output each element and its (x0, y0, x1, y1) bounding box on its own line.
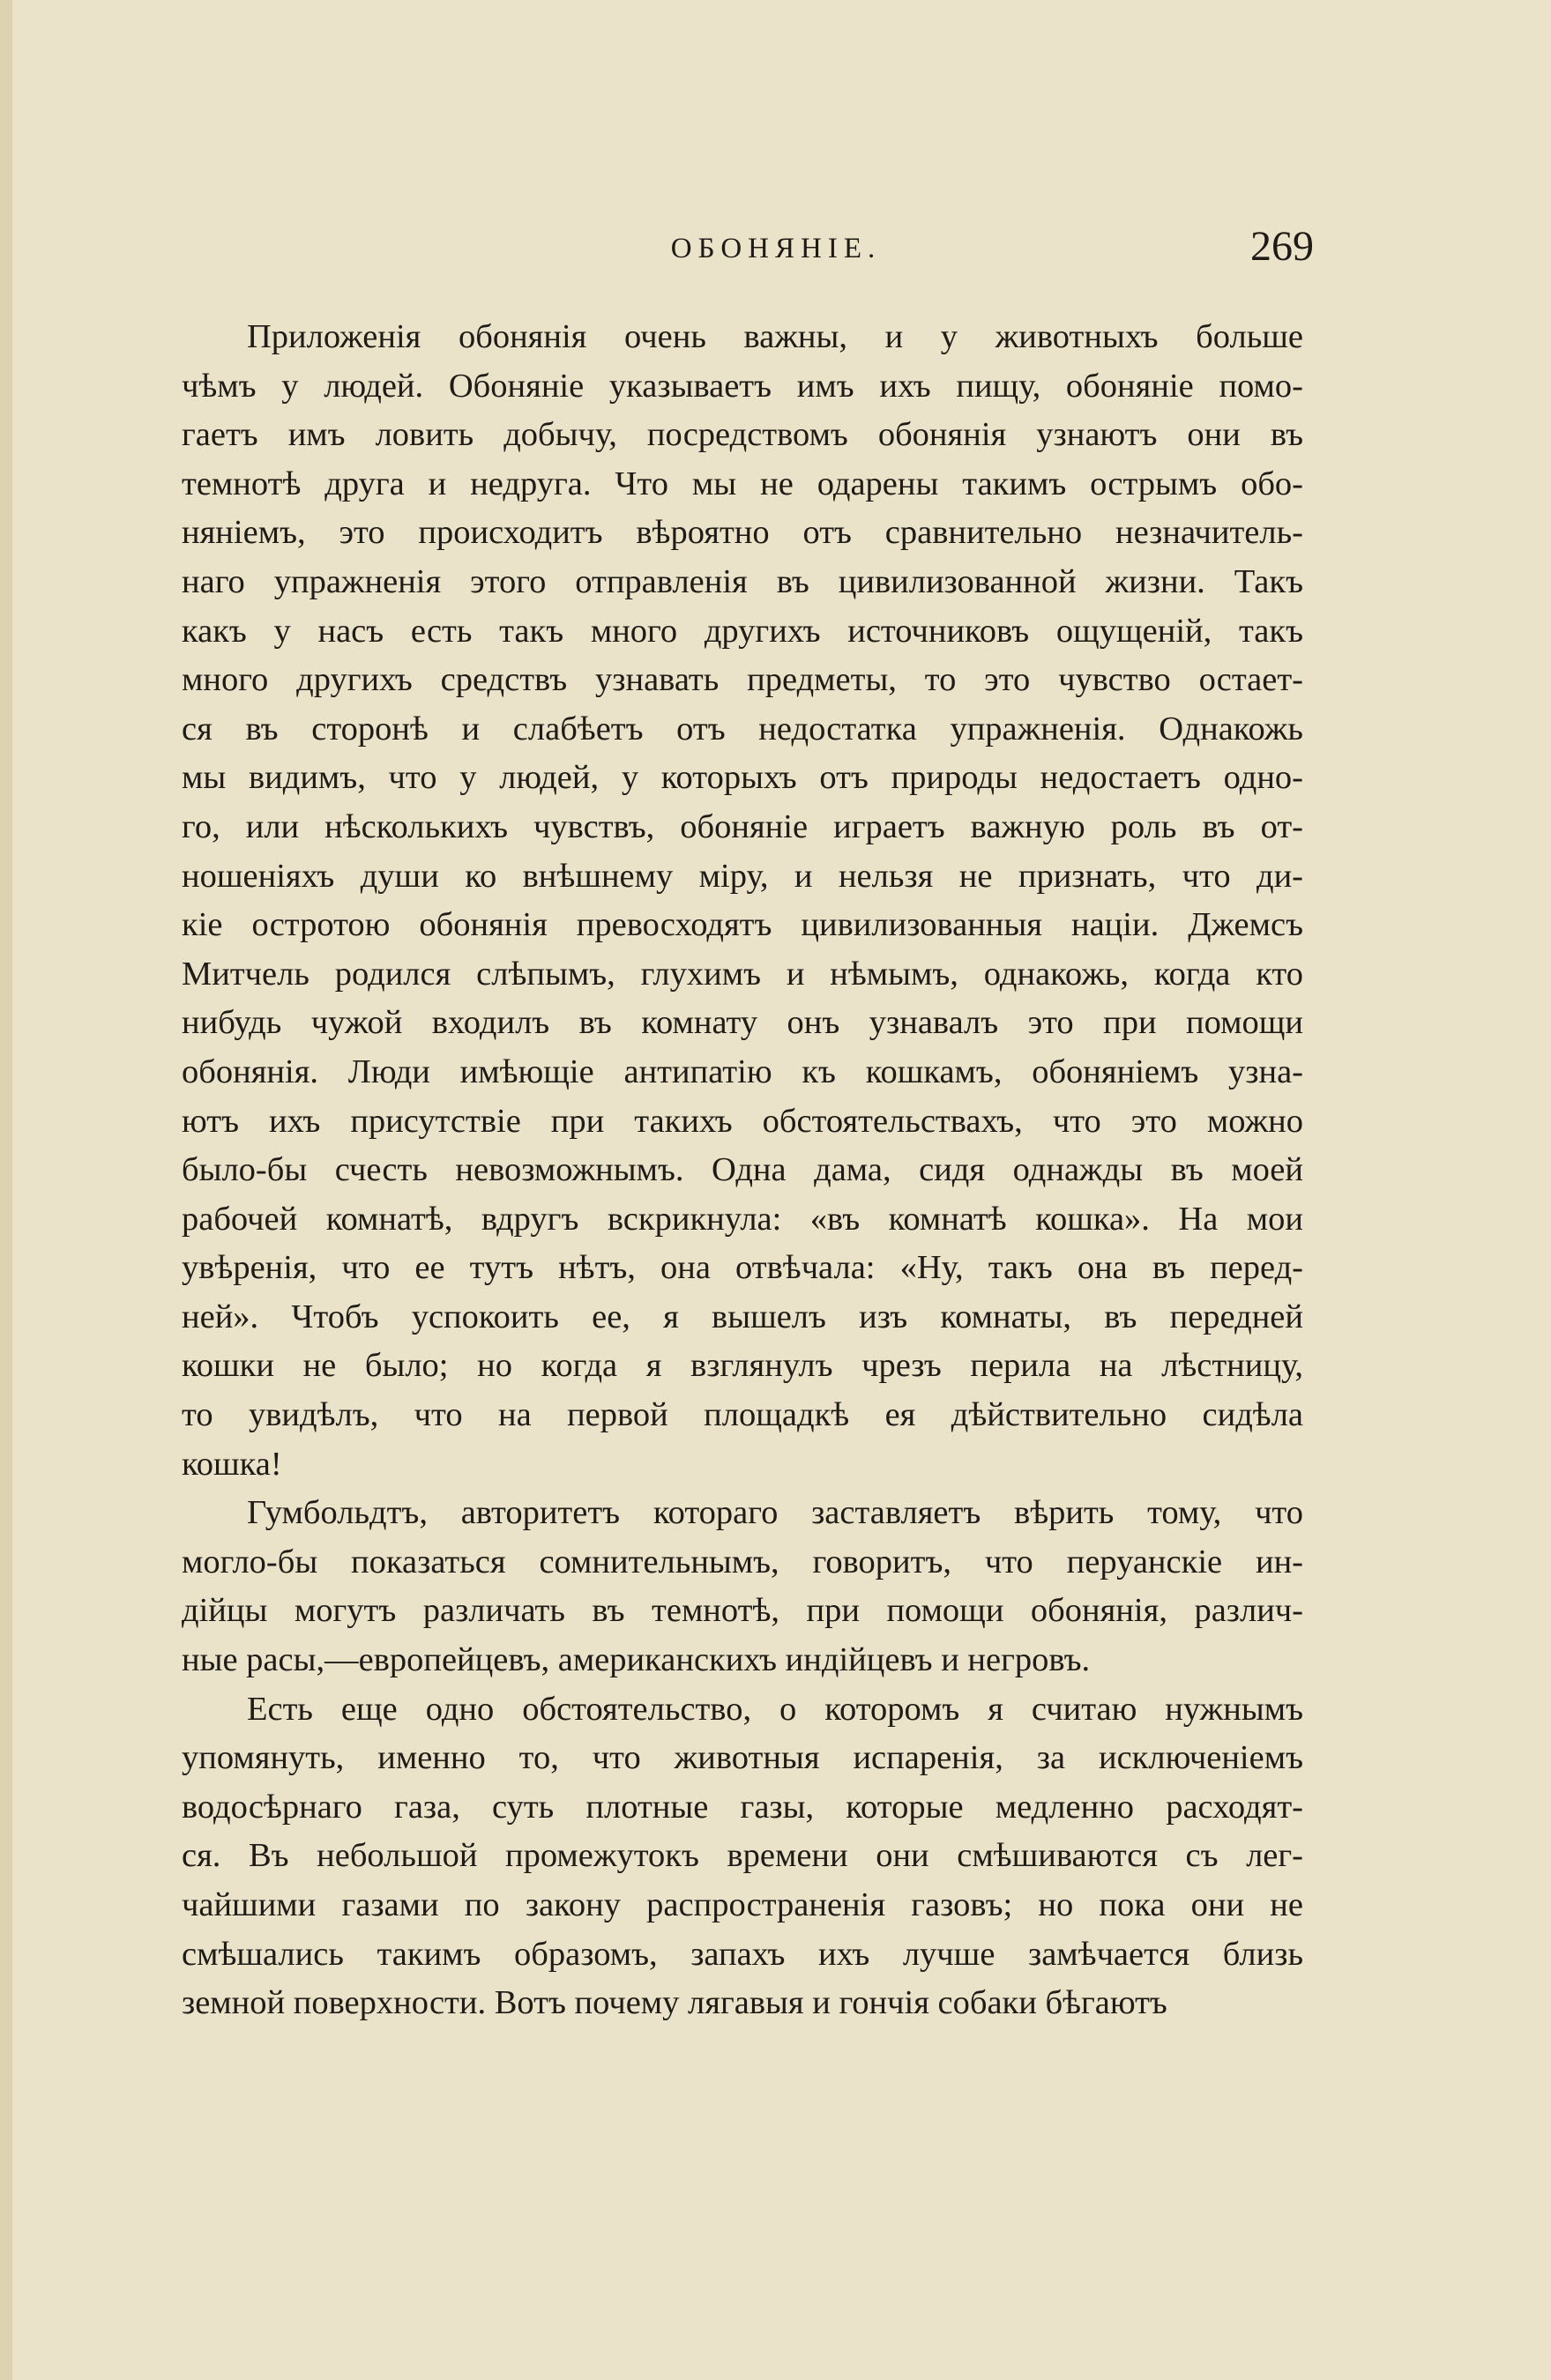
page-edge-shadow (0, 0, 12, 2380)
text-line: гаетъ имъ ловить добычу, посредствомъ обонянія узнаютъ они въ (182, 416, 1303, 454)
text-line: увѣренія, что ее тутъ нѣтъ, она отвѣчала: «Ну, такъ она въ перед- (182, 1249, 1303, 1287)
text-line: няніемъ, это происходитъ вѣроятно отъ сравнительно незначитель- (182, 514, 1303, 552)
running-header (238, 222, 1314, 275)
text-line: упомянуть, именно то, что животныя испаренія, за исключеніемъ (182, 1739, 1303, 1777)
text-line: ные расы,—европейцевъ, американскихъ индійцевъ и негровъ. (182, 1641, 1091, 1679)
text-line: обонянія. Люди имѣющіе антипатію къ кошкамъ, обоняніемъ узна- (182, 1052, 1303, 1090)
text-line: какъ у насъ есть такъ много другихъ источниковъ ощущеній, такъ (182, 612, 1303, 650)
text-line: чайшими газами по закону распространенія газовъ; но пока они не (182, 1886, 1303, 1923)
text-line: Митчель родился слѣпымъ, глухимъ и нѣмымъ, однакожь, когда кто (182, 955, 1303, 993)
text-line: наго упражненія этого отправленія въ цивилизованной жизни. Такъ (182, 562, 1303, 600)
text-line: Гумбольдтъ, авторитетъ котораго заставляетъ вѣрить тому, что (247, 1494, 1303, 1532)
text-line: чѣмъ у людей. Обоняніе указываетъ имъ ихъ пищу, обоняніе помо- (182, 367, 1303, 405)
text-line: смѣшались такимъ образомъ, запахъ ихъ лучше замѣчается близь (182, 1935, 1303, 1973)
text-line: Приложенія обонянія очень важны, и у животныхъ больше (247, 318, 1303, 355)
text-line: то увидѣлъ, что на первой площадкѣ ея дѣйствительно сидѣла (182, 1396, 1303, 1434)
text-line: ношеніяхъ души ко внѣшнему міру, и нельзя не признать, что ди- (182, 857, 1303, 895)
text-line: нибудь чужой входилъ въ комнату онъ узнавалъ это при помощи (182, 1004, 1303, 1042)
text-line: Есть еще одно обстоятельство, о которомъ я считаю нужнымъ (247, 1690, 1303, 1728)
text-line: ся въ сторонѣ и слабѣетъ отъ недостатка упражненія. Однакожь (182, 710, 1303, 747)
text-line: земной поверхности. Вотъ почему лягавыя и гончія собаки бѣгаютъ (182, 1984, 1167, 2022)
text-line: кошки не было; но когда я взглянулъ чрезъ перила на лѣстницу, (182, 1347, 1303, 1385)
paragraph-3 (182, 1685, 1303, 2028)
text-line: могло-бы показаться сомнительнымъ, говоритъ, что перуанскіе ин- (182, 1543, 1303, 1580)
body-text (182, 313, 1303, 2028)
text-line: ней». Чтобъ успокоить ее, я вышелъ изъ комнаты, въ передней (182, 1298, 1303, 1335)
text-line: го, или нѣсколькихъ чувствъ, обоняніе играетъ важную роль въ от- (182, 807, 1303, 845)
text-line: ютъ ихъ присутствіе при такихъ обстоятельствахъ, что это можно (182, 1102, 1303, 1140)
text-line: много другихъ средствъ узнавать предметы, то это чувство остает- (182, 661, 1303, 699)
text-line: рабочей комнатѣ, вдругъ вскрикнула: «въ комнатѣ кошка». На мои (182, 1200, 1303, 1238)
text-line: дійцы могутъ различать въ темнотѣ, при помощи обонянія, различ- (182, 1592, 1303, 1630)
page-number: 269 (1250, 223, 1314, 270)
text-line: водосѣрнаго газа, суть плотные газы, которые медленно расходят- (182, 1788, 1303, 1826)
text-line: темнотѣ друга и недруга. Что мы не одарены такимъ острымъ обо- (182, 465, 1303, 502)
text-line: было-бы счесть невозможнымъ. Одна дама, сидя однажды въ моей (182, 1151, 1303, 1189)
paragraph-1 (182, 313, 1303, 1489)
text-line: мы видимъ, что у людей, у которыхъ отъ природы недостаетъ одно- (182, 759, 1303, 797)
chapter-title: ОБОНЯНІЕ. (670, 233, 882, 264)
text-line: кошка! (182, 1445, 282, 1483)
text-line: кіе остротою обонянія превосходятъ цивилизованныя націи. Джемсъ (182, 906, 1303, 944)
paragraph-2 (182, 1489, 1303, 1685)
text-line: ся. Въ небольшой промежутокъ времени они смѣшиваются съ лег- (182, 1837, 1303, 1875)
